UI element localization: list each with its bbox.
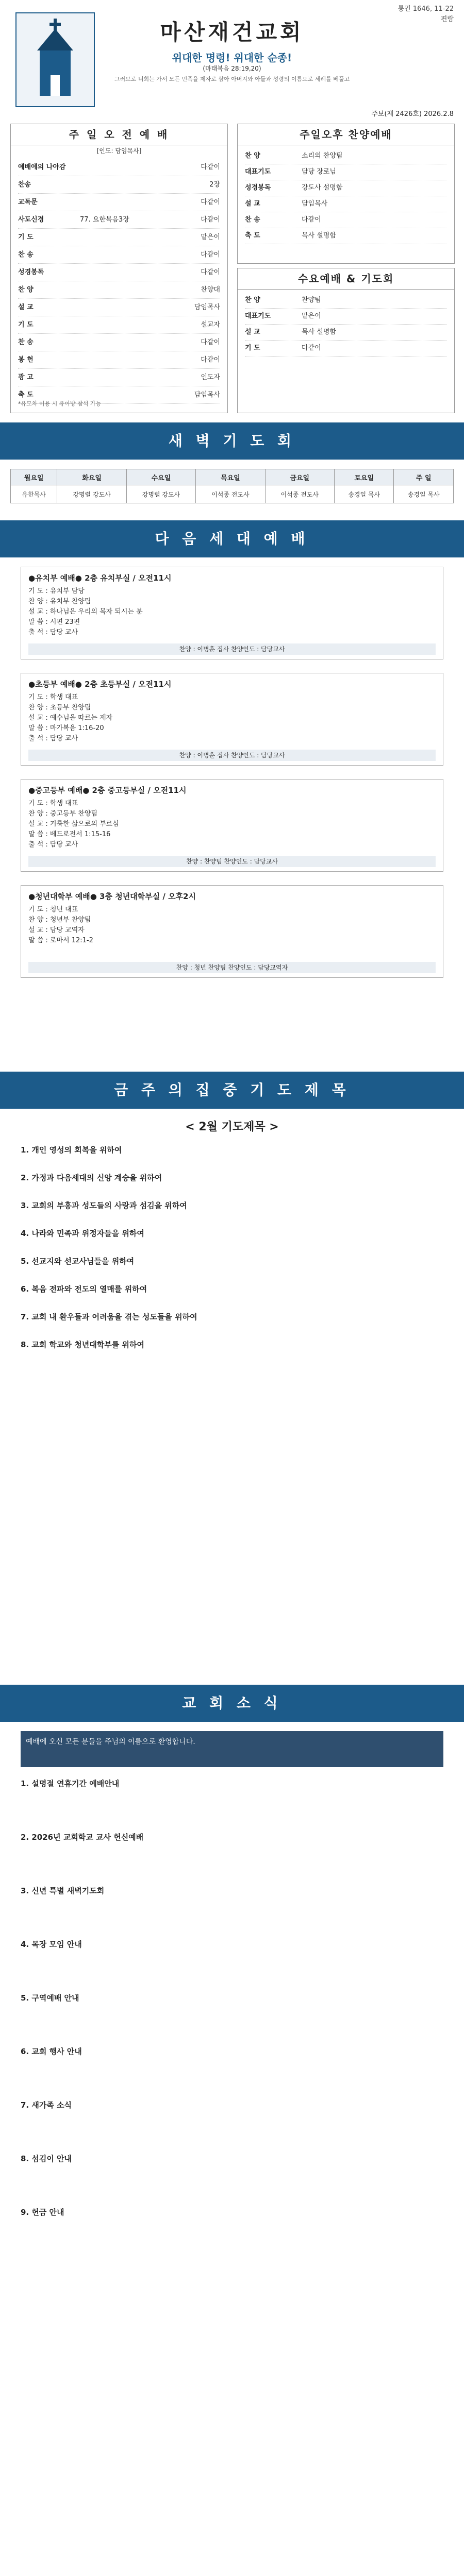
- sunday-pm-rows: [238, 145, 454, 247]
- worship-leader: 담임목사: [194, 303, 220, 311]
- service-item: 찬 송: [245, 216, 260, 224]
- service-item: 대표기도: [245, 312, 271, 320]
- service-row: [245, 180, 447, 196]
- worship-rows: [11, 157, 227, 406]
- service-item: 성경봉독: [245, 184, 271, 192]
- next-gen-block-title: ●유치부 예배● 2층 유치부실 / 오전11시: [28, 573, 172, 583]
- worship-row: [18, 264, 220, 281]
- worship-row: [18, 246, 220, 264]
- news-items: [21, 1777, 443, 2260]
- news-item: [21, 2153, 443, 2165]
- dawn-leader: 송경일 목사: [394, 485, 454, 503]
- worship-detail: [80, 194, 174, 211]
- worship-detail: [80, 176, 174, 193]
- prayer-item-title: 2. 가정과 다음세대의 신앙 계승을 위하여: [21, 1173, 162, 1182]
- prayer-item-title: 3. 교회의 부흥과 성도들의 사랑과 섬김을 위하여: [21, 1201, 187, 1210]
- worship-row: [18, 316, 220, 334]
- service-detail: 목사 설명함: [302, 328, 336, 336]
- news-item-title: 5. 구역예배 안내: [21, 1993, 79, 2003]
- next-gen-block: [21, 673, 443, 766]
- service-item: 찬 양: [245, 152, 260, 160]
- worship-leader: 다같이: [201, 356, 220, 364]
- prayer-item: [21, 1255, 443, 1267]
- worship-leader: 다같이: [201, 268, 220, 276]
- next-gen-block-title: ●중고등부 예배● 2층 중고등부실 / 오전11시: [28, 786, 187, 795]
- service-row: [245, 212, 447, 228]
- prayer-items: [21, 1144, 443, 1366]
- service-row: [245, 309, 447, 325]
- service-item: 설 교: [245, 200, 260, 208]
- news-title: 교 회 소 식: [0, 1685, 464, 1722]
- worship-leader: 맡은이: [201, 233, 220, 241]
- dawn-day-header: 목요일: [196, 469, 265, 485]
- dawn-day-header: 화요일: [57, 469, 126, 485]
- worship-item: 기 도: [18, 321, 34, 329]
- worship-row: [18, 334, 220, 351]
- worship-item: 봉 헌: [18, 356, 34, 364]
- prayer-item: [21, 1311, 443, 1323]
- date-line: 주보(제 2426호) 2026.2.8: [371, 110, 454, 118]
- church-logo-icon: [15, 12, 95, 107]
- worship-note: *유모차 이용 시 유아방 참석 가능: [18, 400, 102, 407]
- next-gen-line: 찬 양 : 초등부 찬양팀: [28, 704, 91, 711]
- worship-detail: [80, 264, 174, 281]
- news-item-title: 7. 새가족 소식: [21, 2100, 72, 2110]
- next-gen-line: 기 도 : 학생 대표: [28, 693, 78, 701]
- news-item-title: 9. 헌금 안내: [21, 2208, 64, 2217]
- church-name: 마산재건교회: [160, 20, 304, 45]
- service-detail: 다같이: [302, 344, 321, 352]
- motto: 위대한 명령! 위대한 순종!: [172, 52, 292, 64]
- news-item: [21, 1938, 443, 1951]
- next-gen-line: 설 교 : 하나님은 우리의 목자 되시는 분: [28, 608, 143, 616]
- prayer-item-title: 4. 나라와 민족과 위정자들을 위하여: [21, 1229, 144, 1238]
- news-item-title: 1. 설명절 연휴기간 예배안내: [21, 1779, 120, 1788]
- dawn-leader: 이석종 전도사: [196, 485, 265, 503]
- worship-leader: 다같이: [201, 338, 220, 346]
- dawn-leader: 이석종 전도사: [265, 485, 334, 503]
- service-item: 설 교: [245, 328, 260, 336]
- worship-row: [18, 281, 220, 299]
- worship-leader: 다같이: [201, 216, 220, 224]
- worship-leader: 다같이: [201, 198, 220, 206]
- dawn-leader: 송경일 목사: [334, 485, 393, 503]
- worship-detail: [80, 369, 174, 386]
- news-item: [21, 2045, 443, 2058]
- prayer-item-title: 7. 교회 내 환우들과 어려움을 겪는 성도들을 위하여: [21, 1312, 197, 1321]
- header-issue: 통권 1646, 11-22: [397, 5, 454, 13]
- next-gen-line: 기 도 : 청년 대표: [28, 906, 78, 913]
- news-item: [21, 2099, 443, 2111]
- next-gen-blocks: [21, 567, 443, 991]
- next-gen-line: 말 씀 : 시편 23편: [28, 618, 80, 626]
- worship-item: 찬 송: [18, 251, 34, 259]
- worship-item: 기 도: [18, 233, 34, 241]
- worship-detail: [80, 246, 174, 263]
- service-row: [245, 293, 447, 309]
- worship-order-panel: [10, 124, 228, 413]
- next-gen-title: 다 음 세 대 예 배: [0, 520, 464, 557]
- dawn-leader: 강명렬 강도사: [57, 485, 126, 503]
- worship-detail: [80, 316, 174, 333]
- next-gen-line: 말 씀 : 베드로전서 1:15-16: [28, 831, 111, 838]
- worship-detail: [80, 299, 174, 316]
- dawn-table: [10, 469, 454, 503]
- service-detail: 강도사 설명함: [302, 184, 343, 192]
- news-item: [21, 1777, 443, 1790]
- next-gen-block: [21, 567, 443, 659]
- next-gen-line: 기 도 : 유치부 담당: [28, 587, 85, 595]
- news-item: [21, 2206, 443, 2218]
- service-item: 찬 양: [245, 296, 260, 304]
- worship-detail: [80, 334, 174, 351]
- worship-item: 축 도: [18, 391, 34, 399]
- service-detail: 맡은이: [302, 312, 321, 320]
- worship-row: [18, 159, 220, 176]
- worship-detail: [80, 351, 174, 368]
- news-item: [21, 1992, 443, 2004]
- next-gen-block-title: ●초등부 예배● 2층 초등부실 / 오전11시: [28, 680, 172, 689]
- next-gen-line: 찬 양 : 중고등부 찬양팀: [28, 810, 97, 818]
- prayer-item: [21, 1283, 443, 1295]
- worship-title: 주 일 오 전 예 배: [11, 124, 227, 145]
- service-item: 기 도: [245, 344, 260, 352]
- worship-item: 찬 송: [18, 338, 34, 346]
- prayer-item-title: 5. 선교지와 선교사님들을 위하여: [21, 1257, 135, 1266]
- next-gen-line: 찬 양 : 청년부 찬양팀: [28, 916, 91, 924]
- service-row: [245, 196, 447, 212]
- service-detail: 찬양팀: [302, 296, 321, 304]
- prayer-item-title: 8. 교회 학교와 청년대학부를 위하여: [21, 1340, 144, 1349]
- next-gen-line: 출 석 : 담당 교사: [28, 841, 78, 849]
- worship-subtitle: [인도: 담임목사]: [96, 147, 142, 155]
- next-gen-block-title: ●청년대학부 예배● 3층 청년대학부실 / 오후2시: [28, 892, 196, 901]
- service-detail: 담임목사: [302, 200, 328, 208]
- service-detail: 목사 설명함: [302, 232, 336, 240]
- next-gen-footer: 찬양 : 이병훈 집사 찬양인도 : 담당교사: [28, 750, 436, 761]
- news-item-title: 4. 목장 모임 안내: [21, 1940, 82, 1949]
- sunday-pm-panel: [237, 124, 455, 264]
- next-gen-footer: 찬양 : 청년 찬양팀 찬양인도 : 담당교역자: [28, 962, 436, 973]
- prayer-item-title: 6. 복음 전파와 전도의 열매를 위하여: [21, 1284, 147, 1294]
- news-item: [21, 1831, 443, 1843]
- sunday-pm-title: 주일오후 찬양예배: [238, 124, 454, 145]
- worship-leader: 2장: [209, 181, 220, 189]
- worship-leader: 설교자: [201, 321, 220, 329]
- service-row: [245, 325, 447, 341]
- worship-row: [18, 351, 220, 369]
- next-gen-line: 설 교 : 거룩한 삶으로의 부르심: [28, 820, 119, 828]
- news-item-title: 2. 2026년 교회학교 교사 헌신예배: [21, 1833, 144, 1842]
- next-gen-footer: 찬양 : 찬양팀 찬양인도 : 담당교사: [28, 856, 436, 867]
- next-gen-line: 출 석 : 담당 교사: [28, 735, 78, 742]
- next-gen-line: 말 씀 : 로마서 12:1-2: [28, 937, 93, 944]
- service-row: [245, 341, 447, 357]
- worship-row: [18, 299, 220, 316]
- dawn-day-header: 주 일: [394, 469, 454, 485]
- wed-panel: [237, 268, 455, 413]
- next-gen-line: 설 교 : 담당 교역자: [28, 926, 85, 934]
- service-item: 축 도: [245, 232, 260, 240]
- prayer-title: 금 주 의 집 중 기 도 제 목: [0, 1072, 464, 1109]
- worship-item: 찬 양: [18, 286, 34, 294]
- prayer-item: [21, 1227, 443, 1240]
- next-gen-line: 찬 양 : 유치부 찬양팀: [28, 598, 91, 605]
- service-row: [245, 148, 447, 164]
- worship-detail: [80, 229, 174, 246]
- dawn-table-wrap: [10, 469, 454, 503]
- worship-leader: 다같이: [201, 251, 220, 259]
- motto-ref: (마태복음 28:19,20): [203, 65, 261, 72]
- next-gen-line: 출 석 : 담당 교사: [28, 629, 78, 636]
- worship-item: 찬송: [18, 181, 31, 189]
- worship-item: 광 고: [18, 374, 34, 381]
- motto-sub: 그러므로 너희는 가서 모든 민족을 제자로 삼아 아버지와 아들과 성령의 이름으로 세례를 베풀고: [114, 76, 350, 82]
- worship-detail: 77. 요한복음3장: [80, 216, 129, 224]
- worship-row: [18, 211, 220, 229]
- service-row: [245, 164, 447, 180]
- next-gen-block: [21, 885, 443, 978]
- service-detail: 다같이: [302, 216, 321, 224]
- news-item-title: 8. 섬김이 안내: [21, 2154, 72, 2163]
- prayer-item: [21, 1172, 443, 1184]
- dawn-day-header: 수요일: [126, 469, 195, 485]
- worship-row: [18, 229, 220, 246]
- worship-row: [18, 194, 220, 211]
- service-detail: 담당 장로님: [302, 168, 336, 176]
- worship-item: 예배에의 나아감: [18, 163, 66, 171]
- prayer-sub: < 2월 기도제목 >: [185, 1121, 279, 1133]
- worship-leader: 담임목사: [194, 391, 220, 399]
- service-item: 대표기도: [245, 168, 271, 176]
- worship-row: [18, 369, 220, 386]
- worship-leader: 인도자: [201, 374, 220, 381]
- worship-detail: [80, 281, 174, 298]
- worship-leader: 찬양대: [201, 286, 220, 294]
- dawn-title: 새 벽 기 도 회: [0, 422, 464, 460]
- service-row: [245, 228, 447, 244]
- next-gen-footer: 찬양 : 이병훈 집사 찬양인도 : 담당교사: [28, 643, 436, 655]
- worship-item: 사도신경: [18, 216, 44, 224]
- news-item-title: 6. 교회 행사 안내: [21, 2047, 82, 2056]
- news-intro: 예배에 오신 모든 분들을 주님의 이름으로 환영합니다.: [21, 1731, 443, 1767]
- worship-detail: [80, 159, 174, 176]
- header: [0, 0, 464, 124]
- wed-rows: [238, 290, 454, 360]
- next-gen-line: 기 도 : 학생 대표: [28, 800, 78, 807]
- news-item: [21, 1885, 443, 1897]
- dawn-day-header: 토요일: [334, 469, 393, 485]
- worship-leader: 다같이: [201, 163, 220, 171]
- prayer-item: [21, 1199, 443, 1212]
- service-detail: 소리의 찬양팀: [302, 152, 343, 160]
- dawn-leader: 유한목사: [11, 485, 57, 503]
- dawn-leader: 강명렬 강도사: [126, 485, 195, 503]
- worship-item: 성경봉독: [18, 268, 44, 276]
- worship-item: 설 교: [18, 303, 34, 311]
- wed-title: 수요예배 & 기도회: [238, 268, 454, 290]
- prayer-item: [21, 1144, 443, 1156]
- dawn-day-header: 금요일: [265, 469, 334, 485]
- worship-item: 교독문: [18, 198, 38, 206]
- news-item-title: 3. 신년 특별 새벽기도회: [21, 1886, 105, 1895]
- prayer-item: [21, 1338, 443, 1351]
- header-issue-label: 편람: [440, 15, 454, 23]
- dawn-day-header: 월요일: [11, 469, 57, 485]
- next-gen-block: [21, 779, 443, 872]
- worship-row: [18, 176, 220, 194]
- next-gen-line: 말 씀 : 마가복음 1:16-20: [28, 724, 104, 732]
- prayer-item-title: 1. 개인 영성의 회복을 위하여: [21, 1145, 122, 1155]
- next-gen-line: 설 교 : 예수님을 따르는 제자: [28, 714, 113, 722]
